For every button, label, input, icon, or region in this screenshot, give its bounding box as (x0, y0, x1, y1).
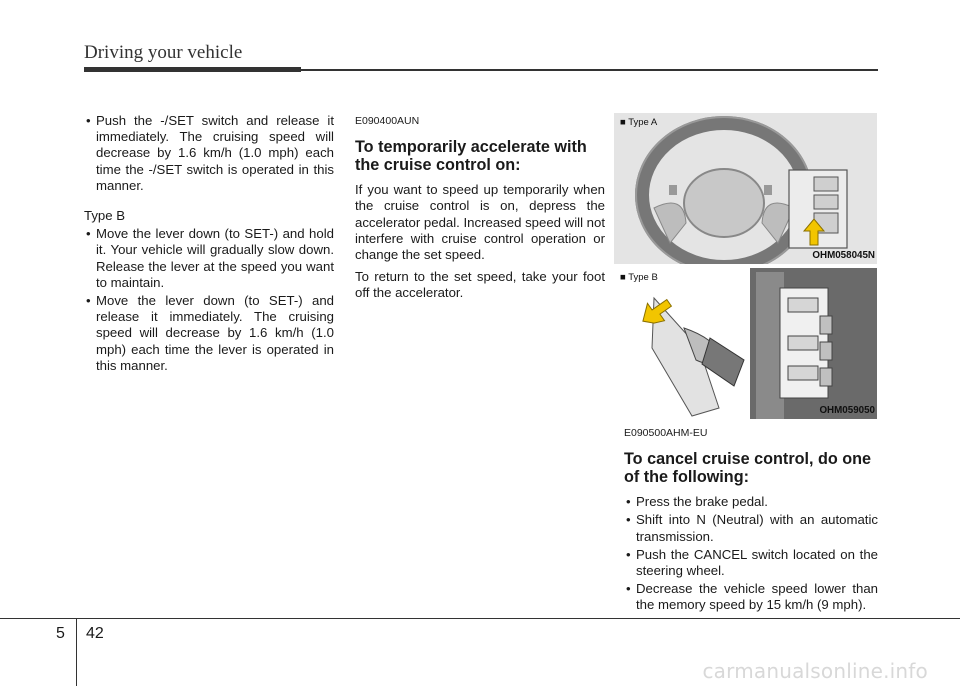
bullet-brake-pedal: • Press the brake pedal. (624, 494, 878, 510)
column-left (84, 113, 334, 376)
header-rule-thin (301, 69, 878, 71)
figure-type-label: ■ Type A (620, 117, 658, 128)
pedal-lever-illustration (614, 268, 877, 419)
bullet-shift-neutral: • Shift into N (Neutral) with an automatic transmission. (624, 512, 878, 544)
watermark: carmanualsonline.info (702, 659, 928, 683)
footer-rule (0, 618, 960, 619)
section-heading: To temporarily accelerate with the cruise control on: (355, 138, 587, 175)
paragraph: If you want to speed up temporarily when the cruise control is on, depress the accelerator pedal. Increased speed will not interfere with cruise control operation or change the set speed. (355, 182, 605, 263)
figure-pedal-lever (614, 268, 877, 419)
figure-code: OHM058045N (812, 250, 875, 261)
column-right (624, 425, 878, 616)
page-title: Driving your vehicle (84, 42, 243, 63)
type-b-label: Type B (84, 208, 126, 224)
figure-type-label: ■ Type B (620, 272, 658, 283)
bullet-decrease-speed: • Decrease the vehicle speed lower than the memory speed by 15 km/h (9 mph). (624, 581, 878, 613)
figure-steering-wheel (614, 113, 877, 264)
bullet-lever-release: • Move the lever down (to SET-) and release it immediately. The cruising speed will decrease by 1.6 km/h (1.0 mph) each time the lever is operated in this manner. (84, 293, 334, 374)
section-code: E090500AHM-EU (624, 427, 708, 439)
footer-divider (76, 618, 77, 686)
bullet-minus-set: • Push the -/SET switch and release it immediately. The cruising speed will decrease by 1.6 km/h (1.0 mph) each time the -/SET switch is operated in this manner. (84, 113, 334, 194)
bullet-lever-hold: • Move the lever down (to SET-) and hold it. Your vehicle will gradually slow down. Release the lever at the speed you want to maintain. (84, 226, 334, 291)
page-section-number: 5 (56, 625, 65, 642)
section-heading: To cancel cruise control, do one of the following: (624, 450, 872, 487)
column-middle (355, 113, 605, 308)
page-number: 42 (86, 625, 104, 642)
paragraph: To return to the set speed, take your foot off the accelerator. (355, 269, 605, 301)
section-code: E090400AUN (355, 115, 420, 127)
steering-wheel-illustration (614, 113, 877, 264)
figure-code: OHM059050 (819, 405, 875, 416)
bullet-cancel-switch: • Push the CANCEL switch located on the steering wheel. (624, 547, 878, 579)
header-rule-thick (84, 67, 301, 72)
